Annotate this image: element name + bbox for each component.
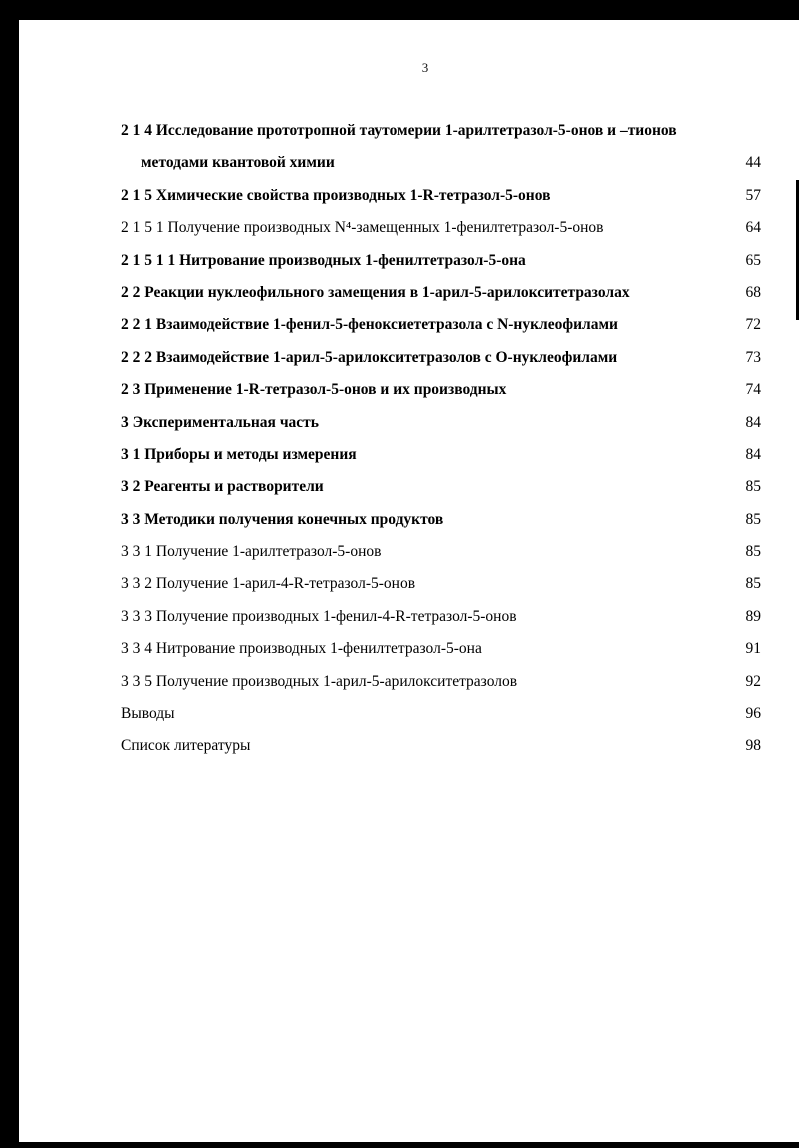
toc-entry-page: 85 [745,575,761,593]
toc-entry-title: 2 1 4 Исследование прототропной таутомерии 1-арилтетразол-5-онов и –тионов [121,122,677,139]
toc-entry [121,737,761,769]
toc-entry-page: 65 [745,251,761,269]
toc-entry [121,478,761,510]
toc-entry [121,414,761,446]
toc-entry [121,187,761,219]
toc-entry-title: 3 Экспериментальная часть [121,413,319,431]
toc-entry-page: 84 [745,445,761,463]
table-of-contents [121,122,761,770]
toc-entry-title: 3 3 3 Получение производных 1-фенил-4-R-тетразол-5-онов [121,607,517,625]
toc-entry-page: 72 [745,316,761,334]
toc-entry [121,316,761,348]
toc-entry [121,122,761,154]
page-number: 3 [421,60,429,75]
toc-entry [121,543,761,575]
toc-entry-title: 2 2 2 Взаимодействие 1-арил-5-арилокситетразолов с О-нуклеофилами [121,348,618,366]
toc-entry-page: 57 [745,186,761,204]
toc-entry-page: 98 [745,737,761,755]
toc-entry [121,154,761,186]
toc-entry [121,575,761,607]
toc-entry-title: Выводы [121,705,175,723]
toc-entry-title: 2 1 5 Химические свойства производных 1-R-тетразол-5-онов [121,186,551,204]
toc-entry-title: 3 3 2 Получение 1-арил-4-R-тетразол-5-онов [121,575,416,593]
toc-entry-title: 3 1 Приборы и методы измерения [121,445,357,463]
toc-entry-page: 84 [745,413,761,431]
toc-entry [121,252,761,284]
toc-entry-title: Список литературы [121,737,251,755]
toc-entry [121,673,761,705]
toc-entry-title: методами квантовой химии [141,154,335,172]
toc-entry-page: 96 [745,705,761,723]
toc-entry-page: 68 [745,283,761,301]
toc-entry [121,446,761,478]
toc-entry-title: 2 3 Применение 1-R-тетразол-5-онов и их производных [121,381,507,399]
toc-entry-title: 2 2 Реакции нуклеофильного замещения в 1-арил-5-арилокситетразолах [121,283,630,301]
toc-entry [121,219,761,251]
toc-entry-title: 3 3 Методики получения конечных продуктов [121,510,444,528]
toc-entry-page: 89 [745,607,761,625]
toc-entry-title: 2 2 1 Взаимодействие 1-фенил-5-феноксиететразола с N-нуклеофилами [121,316,618,334]
toc-entry-page: 85 [745,478,761,496]
toc-entry [121,640,761,672]
toc-entry-page: 44 [745,154,761,172]
toc-entry-title: 3 3 4 Нитрование производных 1-фенилтетразол-5-она [121,640,482,658]
toc-entry-page: 85 [745,543,761,561]
toc-entry [121,608,761,640]
toc-entry [121,284,761,316]
toc-entry-title: 3 2 Реагенты и растворители [121,478,324,496]
toc-entry-page: 91 [745,640,761,658]
toc-entry-page: 64 [745,219,761,237]
toc-entry [121,349,761,381]
toc-entry-page: 85 [745,510,761,528]
toc-entry-title: 3 3 1 Получение 1-арилтетразол-5-онов [121,543,382,561]
toc-entry [121,511,761,543]
toc-entry-page: 74 [745,381,761,399]
toc-entry [121,381,761,413]
toc-entry-page: 73 [745,348,761,366]
toc-entry-title: 2 1 5 1 Получение производных N⁴-замещенных 1-фенилтетразол-5-онов [121,219,604,237]
toc-entry-title: 2 1 5 1 1 Нитрование производных 1-фенилтетразол-5-она [121,251,526,269]
toc-entry [121,705,761,737]
toc-entry-page: 92 [745,672,761,690]
toc-entry-title: 3 3 5 Получение производных 1-арил-5-арилокситетразолов [121,672,518,690]
